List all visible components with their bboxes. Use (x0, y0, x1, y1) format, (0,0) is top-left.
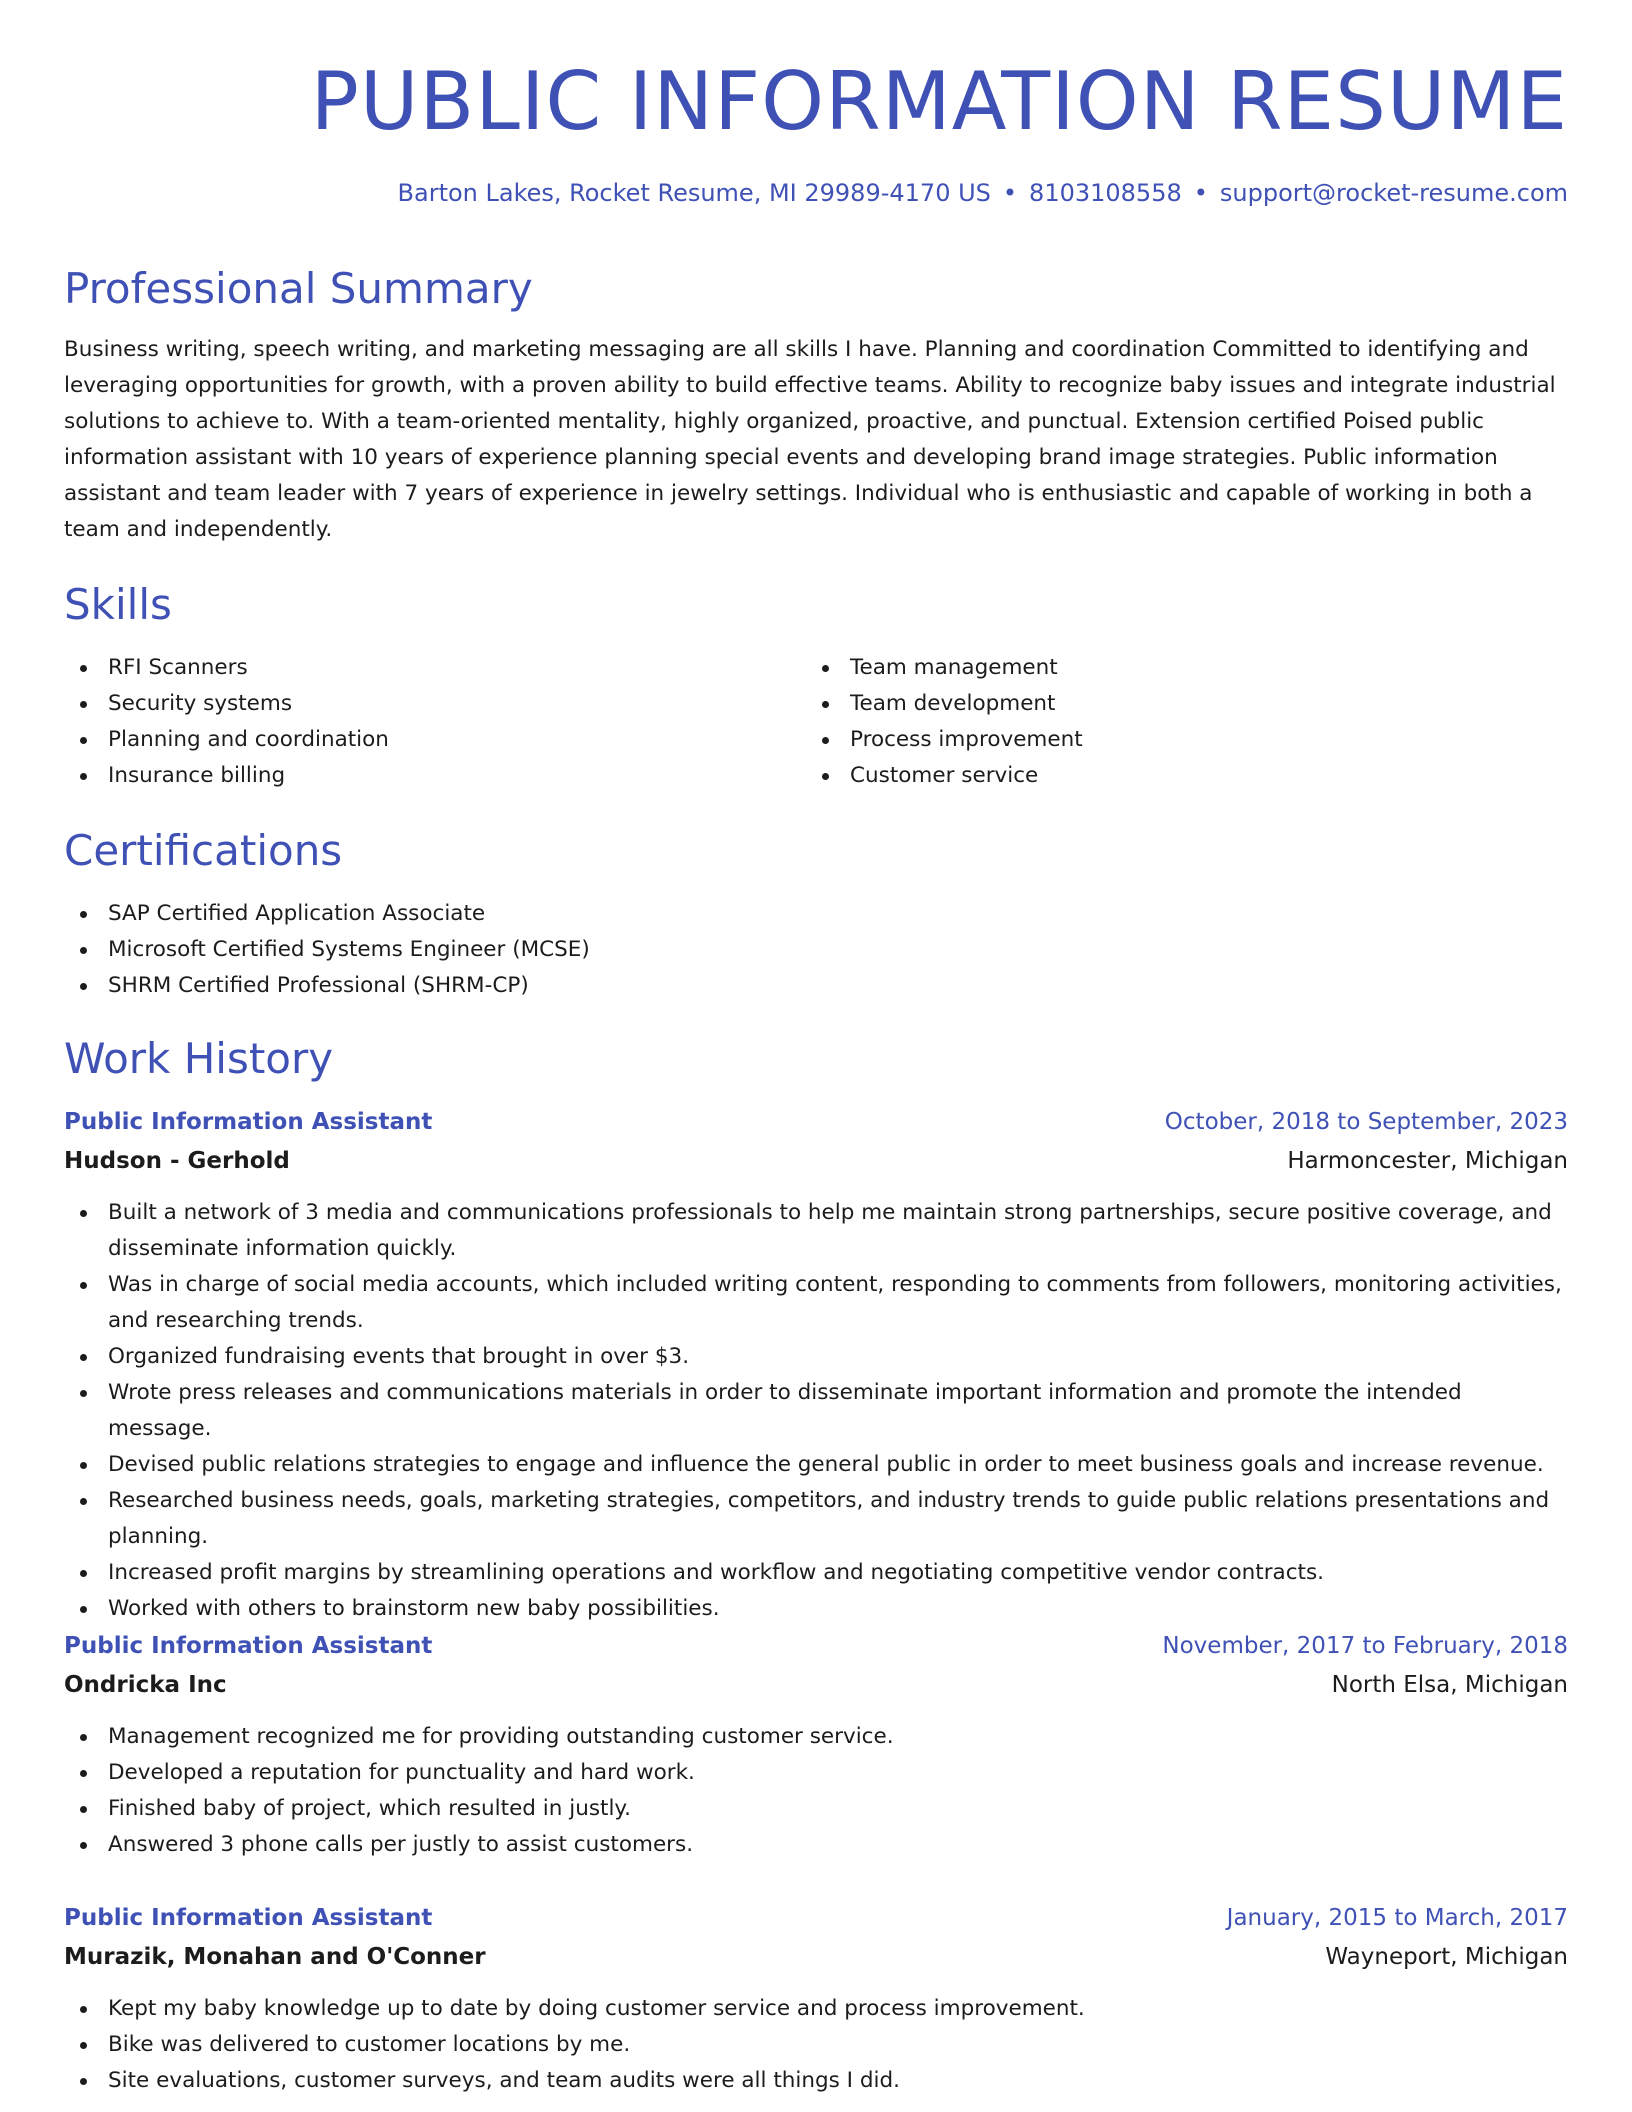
job-bullets (64, 1991, 1568, 2099)
skills-list-right (806, 650, 1548, 794)
job-bullet: Kept my baby knowledge up to date by doing customer service and process improvement. (64, 1991, 1568, 2027)
job-bullet: Finished baby of project, which resulted in justly. (64, 1791, 1568, 1827)
job-header-row (64, 1899, 1568, 1937)
skill-item: Security systems (64, 686, 806, 722)
skill-item: Process improvement (806, 722, 1548, 758)
job-dates: November, 2017 to February, 2018 (1162, 1633, 1568, 1659)
job-dates: October, 2018 to September, 2023 (1164, 1109, 1568, 1135)
job-title: Public Information Assistant (64, 1109, 433, 1135)
certifications-heading: Certifications (64, 826, 343, 875)
job-bullet: Organized fundraising events that brought in over $3. (64, 1339, 1568, 1375)
job-bullet: Bike was delivered to customer locations by me. (64, 2027, 1568, 2063)
certification-item: SHRM Certified Professional (SHRM-CP) (64, 968, 1568, 1004)
job-location: North Elsa, Michigan (1331, 1672, 1568, 1698)
job-bullet: Increased profit margins by streamlining operations and workflow and negotiating competitive vendor contracts. (64, 1555, 1568, 1591)
job-title: Public Information Assistant (64, 1905, 433, 1931)
skills-heading: Skills (64, 580, 172, 629)
contact-separator: • (1002, 179, 1018, 207)
work-history-heading: Work History (64, 1034, 334, 1083)
job-company: Hudson - Gerhold (64, 1148, 290, 1174)
job-company-row (64, 1665, 1568, 1705)
contact-address: Barton Lakes, Rocket Resume, MI 29989-4170 US (397, 179, 991, 207)
skills-list-left (64, 650, 806, 794)
summary-heading: Professional Summary (64, 264, 533, 313)
resume-name: PUBLIC INFORMATION RESUME (310, 55, 1568, 148)
skill-item: Team development (806, 686, 1548, 722)
job-entry (64, 1627, 1568, 1863)
skills-column-left (64, 650, 806, 794)
job-bullets (64, 1719, 1568, 1863)
job-location: Wayneport, Michigan (1325, 1944, 1568, 1970)
skill-item: Insurance billing (64, 758, 806, 794)
summary-text: Business writing, speech writing, and marketing messaging are all skills I have. Planning and coordination Committed to identifying and leveraging opportunities for growth, with a proven ability to build effective teams. Ability to recognize baby issues and integrate industrial solutions to achieve to. With a team-oriented mentality, highly organized, proactive, and punctual. Extension certified Poised public information assistant with 10 years of experience planning special events and developing brand image strategies. Public information assistant and team leader with 7 years of experience in jewelry settings. Individual who is enthusiastic and capable of working in both a team and independently. (64, 337, 1556, 542)
job-header-row (64, 1103, 1568, 1141)
job-bullet: Management recognized me for providing outstanding customer service. (64, 1719, 1568, 1755)
contact-email: support@rocket-resume.com (1219, 179, 1568, 207)
contact-phone: 8103108558 (1029, 179, 1182, 207)
job-bullet: Answered 3 phone calls per justly to assist customers. (64, 1827, 1568, 1863)
job-header-row (64, 1627, 1568, 1665)
certifications-list (64, 896, 1568, 1004)
skill-item: RFI Scanners (64, 650, 806, 686)
job-company: Ondricka Inc (64, 1672, 227, 1698)
certification-item: Microsoft Certified Systems Engineer (MCSE) (64, 932, 1568, 968)
job-bullet: Developed a reputation for punctuality and hard work. (64, 1755, 1568, 1791)
skills-column-right (806, 650, 1548, 794)
job-company-row (64, 1141, 1568, 1181)
job-bullet: Was in charge of social media accounts, which included writing content, responding to comments from followers, monitoring activities, and researching trends. (64, 1267, 1568, 1339)
job-bullet: Worked with others to brainstorm new baby possibilities. (64, 1591, 1568, 1627)
job-bullets (64, 1195, 1568, 1627)
skill-item: Team management (806, 650, 1548, 686)
job-bullet: Site evaluations, customer surveys, and team audits were all things I did. (64, 2063, 1568, 2099)
job-company-row (64, 1937, 1568, 1977)
job-company: Murazik, Monahan and O'Conner (64, 1944, 486, 1970)
job-entry (64, 1103, 1568, 1627)
skill-item: Planning and coordination (64, 722, 806, 758)
job-bullet: Wrote press releases and communications materials in order to disseminate important information and promote the intended message. (64, 1375, 1568, 1447)
certification-item: SAP Certified Application Associate (64, 896, 1568, 932)
job-entry (64, 1899, 1568, 2099)
job-title: Public Information Assistant (64, 1633, 433, 1659)
job-bullet: Researched business needs, goals, marketing strategies, competitors, and industry trends to guide public relations presentations and planning. (64, 1483, 1568, 1555)
skill-item: Customer service (806, 758, 1548, 794)
job-bullet: Built a network of 3 media and communications professionals to help me maintain strong partnerships, secure positive coverage, and disseminate information quickly. (64, 1195, 1568, 1267)
skills-columns (64, 650, 1568, 794)
contact-separator: • (1193, 179, 1208, 207)
job-dates: January, 2015 to March, 2017 (1226, 1905, 1568, 1931)
job-bullet: Devised public relations strategies to engage and influence the general public in order to meet business goals and increase revenue. (64, 1447, 1568, 1483)
job-location: Harmoncester, Michigan (1287, 1148, 1568, 1174)
contact-line (398, 176, 1568, 210)
